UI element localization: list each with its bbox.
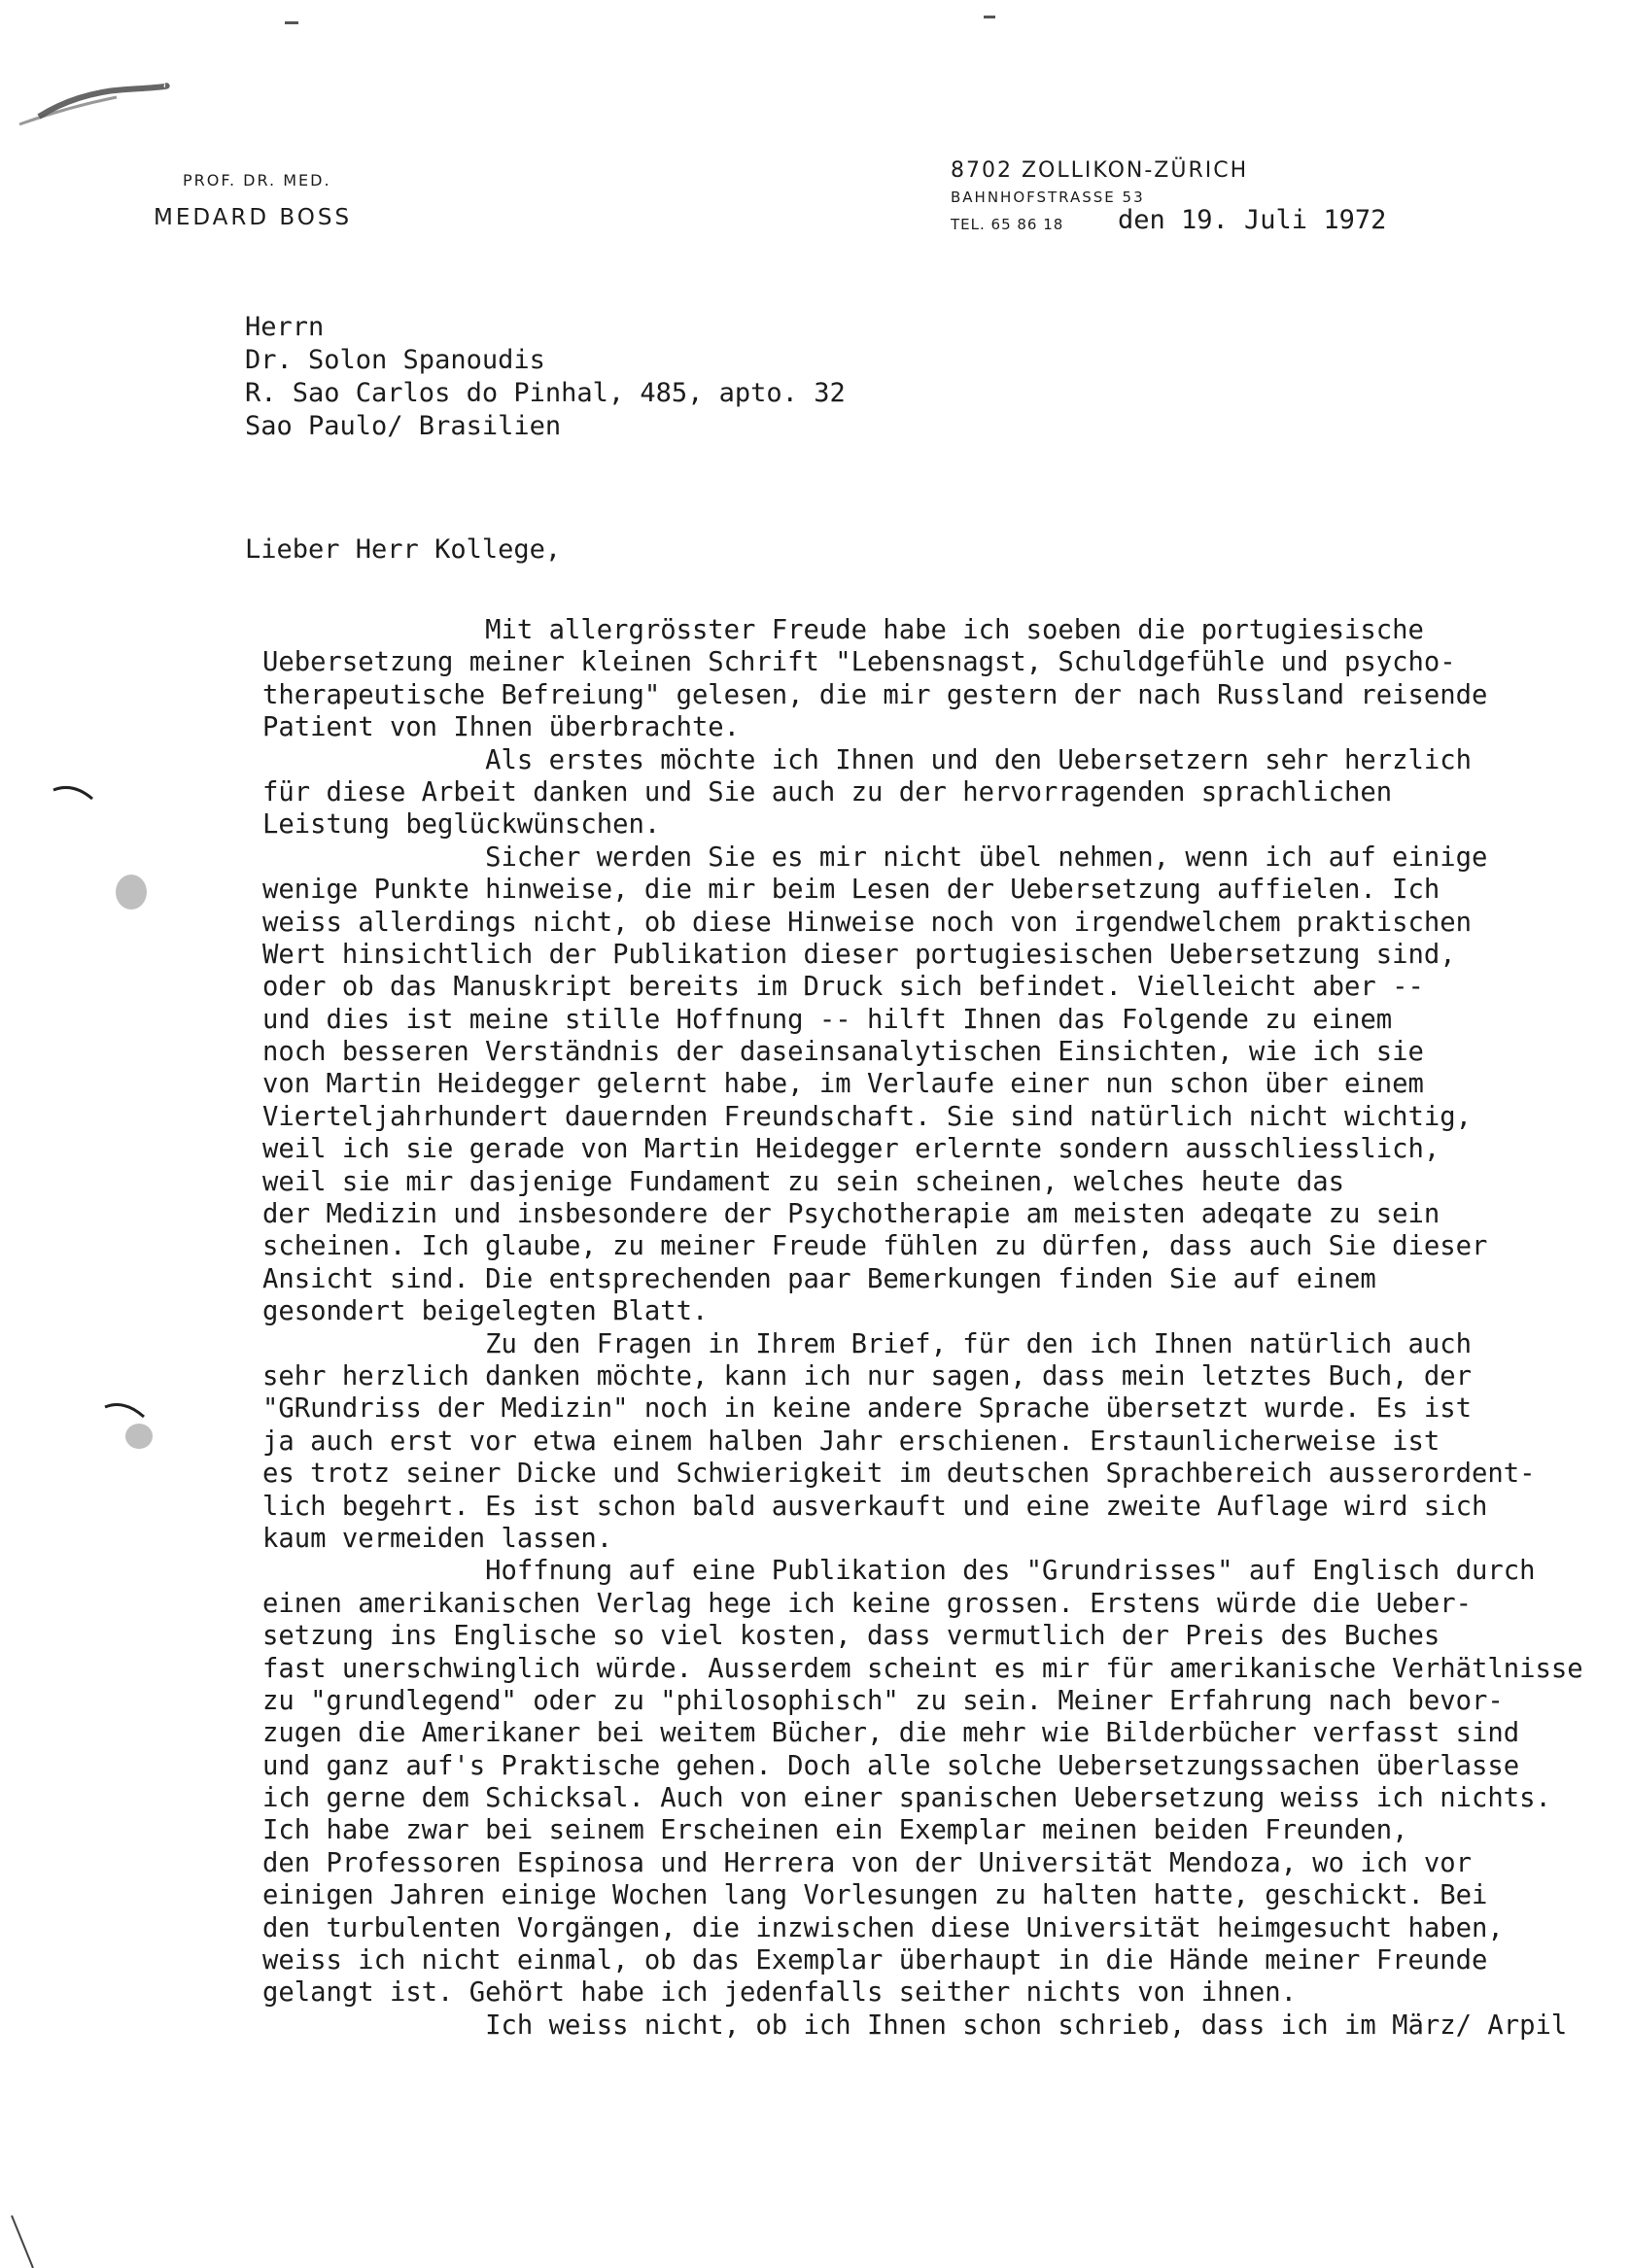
smudge-mark [125,1424,153,1449]
punch-hole-mark [53,787,92,799]
body-line: der Medizin und insbesondere der Psychotherapie am meisten adeqate zu sein [262,1199,1440,1230]
body-line: setzung ins Englische so viel kosten, dass vermutlich der Preis des Buches [262,1621,1440,1652]
body-line: therapeutische Befreiung" gelesen, die mir gestern der nach Russland reisende [262,679,1488,710]
body-line: Patient von Ihnen überbrachte. [262,712,741,743]
body-line: Als erstes möchte ich Ihnen und den Uebersetzern sehr herzlich [262,744,1472,775]
letterhead-town: 8702 ZOLLIKON-ZÜRICH [951,158,1249,183]
body-line: den Professoren Espinosa und Herrera von der Universität Mendoza, wo ich vor [262,1847,1472,1878]
letterhead-name: MEDARD BOSS [154,205,353,230]
body-line: Mit allergrösster Freude habe ich soeben die portugiesische [262,615,1424,645]
body-line: Vierteljahrhundert dauernden Freundschaft. Sie sind natürlich nicht wichtig, [262,1101,1472,1132]
recipient-address [245,311,846,443]
smudge-mark [116,875,147,910]
body-line: scheinen. Ich glaube, zu meiner Freude fühlen zu dürfen, dass auch Sie dieser [262,1231,1488,1262]
body-line: zu "grundlegend" oder zu "philosophisch" zu sein. Meiner Erfahrung nach bevor- [262,1685,1504,1716]
body-line: oder ob das Manuskript bereits im Druck sich befindet. Vielleicht aber -- [262,972,1424,1003]
body-line: einigen Jahren einige Wochen lang Vorlesungen zu halten hatte, geschickt. Bei [262,1880,1488,1911]
body-line: und dies ist meine stille Hoffnung -- hilft Ihnen das Folgende zu einem [262,1004,1393,1035]
body-line: lich begehrt. Es ist schon bald ausverkauft und eine zweite Auflage wird sich [262,1491,1488,1522]
dash-mark [285,21,298,24]
body-line: kaum vermeiden lassen. [262,1523,613,1554]
letterhead-phone: TEL. 65 86 18 [951,216,1064,233]
body-line: für diese Arbeit danken und Sie auch zu der hervorragenden sprachlichen [262,776,1393,808]
body-line: wenige Punkte hinweise, die mir beim Lesen der Uebersetzung auffielen. Ich [262,875,1440,906]
address-line: Dr. Solon Spanoudis [245,345,545,375]
body-line: Uebersetzung meiner kleinen Schrift "Lebensnagst, Schuldgefühle und psycho- [262,647,1456,678]
letter-date: den 19. Juli 1972 [1118,205,1387,235]
body-line: zugen die Amerikaner bei weitem Bücher, die mehr wie Bilderbücher verfasst sind [262,1718,1520,1749]
body-line: von Martin Heidegger gelernt habe, im Verlaufe einer nun schon über einem [262,1069,1424,1100]
body-line: "GRundriss der Medizin" noch in keine andere Sprache übersetzt wurde. Es ist [262,1393,1472,1425]
address-line: Sao Paulo/ Brasilien [245,411,562,441]
dash-mark [984,16,995,18]
letter-body [262,614,1584,2042]
body-line: weiss allerdings nicht, ob diese Hinweise noch von irgendwelchem praktischen [262,907,1472,938]
body-line: und ganz auf's Praktische gehen. Doch alle solche Uebersetzungssachen überlasse [262,1750,1520,1781]
letterhead-title: PROF. DR. MED. [183,171,331,189]
body-line: einen amerikanischen Verlag hege ich keine grossen. Erstens würde die Ueber- [262,1588,1472,1619]
body-line: Wert hinsichtlich der Publikation dieser portugiesischen Uebersetzung sind, [262,939,1456,970]
punch-hole-mark [105,1405,144,1417]
body-line: gesondert beigelegten Blatt. [262,1296,709,1327]
body-line: Ich weiss nicht, ob ich Ihnen schon schrieb, dass ich im März/ Arpil [262,2010,1568,2041]
body-line: weil sie mir dasjenige Fundament zu sein scheinen, welches heute das [262,1166,1345,1197]
body-line: weil ich sie gerade von Martin Heidegger erlernte sondern ausschliesslich, [262,1134,1440,1165]
body-line: ja auch erst vor etwa einem halben Jahr erschienen. Erstaunlicherweise ist [262,1426,1440,1457]
body-line: ich gerne dem Schicksal. Auch von einer spanischen Uebersetzung weiss ich nichts. [262,1783,1551,1814]
body-line: Ansicht sind. Die entsprechenden paar Bemerkungen finden Sie auf einem [262,1263,1376,1294]
address-line: R. Sao Carlos do Pinhal, 485, apto. 32 [245,378,846,408]
body-line: gelangt ist. Gehört habe ich jedenfalls seither nichts von ihnen. [262,1977,1297,2009]
letterhead-street: BAHNHOFSTRASSE 53 [951,189,1145,206]
body-line: Ich habe zwar bei seinem Erscheinen ein Exemplar meinen beiden Freunden, [262,1815,1408,1846]
body-line: weiss ich nicht einmal, ob das Exemplar überhaupt in die Hände meiner Freunde [262,1945,1488,1976]
salutation: Lieber Herr Kollege, [245,534,562,565]
body-line: Sicher werden Sie es mir nicht übel nehmen, wenn ich auf einige [262,842,1488,873]
body-line: es trotz seiner Dicke und Schwierigkeit im deutschen Sprachbereich ausserordent- [262,1459,1536,1490]
body-line: Zu den Fragen in Ihrem Brief, für den ich Ihnen natürlich auch [262,1328,1472,1359]
address-line: Herrn [245,312,325,342]
body-line: sehr herzlich danken möchte, kann ich nur sagen, dass mein letztes Buch, der [262,1360,1472,1392]
body-line: fast unerschwinglich würde. Ausserdem scheint es mir für amerikanische Verhätlnisse [262,1653,1583,1684]
body-line: noch besseren Verständnis der daseinsanalytischen Einsichten, wie ich sie [262,1037,1424,1068]
body-line: Leistung beglückwünschen. [262,809,661,841]
edge-line-mark [12,2216,33,2268]
body-line: Hoffnung auf eine Publikation des "Grundrisses" auf Englisch durch [262,1556,1536,1587]
body-line: den turbulenten Vorgängen, die inzwischen diese Universität heimgesucht haben, [262,1912,1504,1943]
